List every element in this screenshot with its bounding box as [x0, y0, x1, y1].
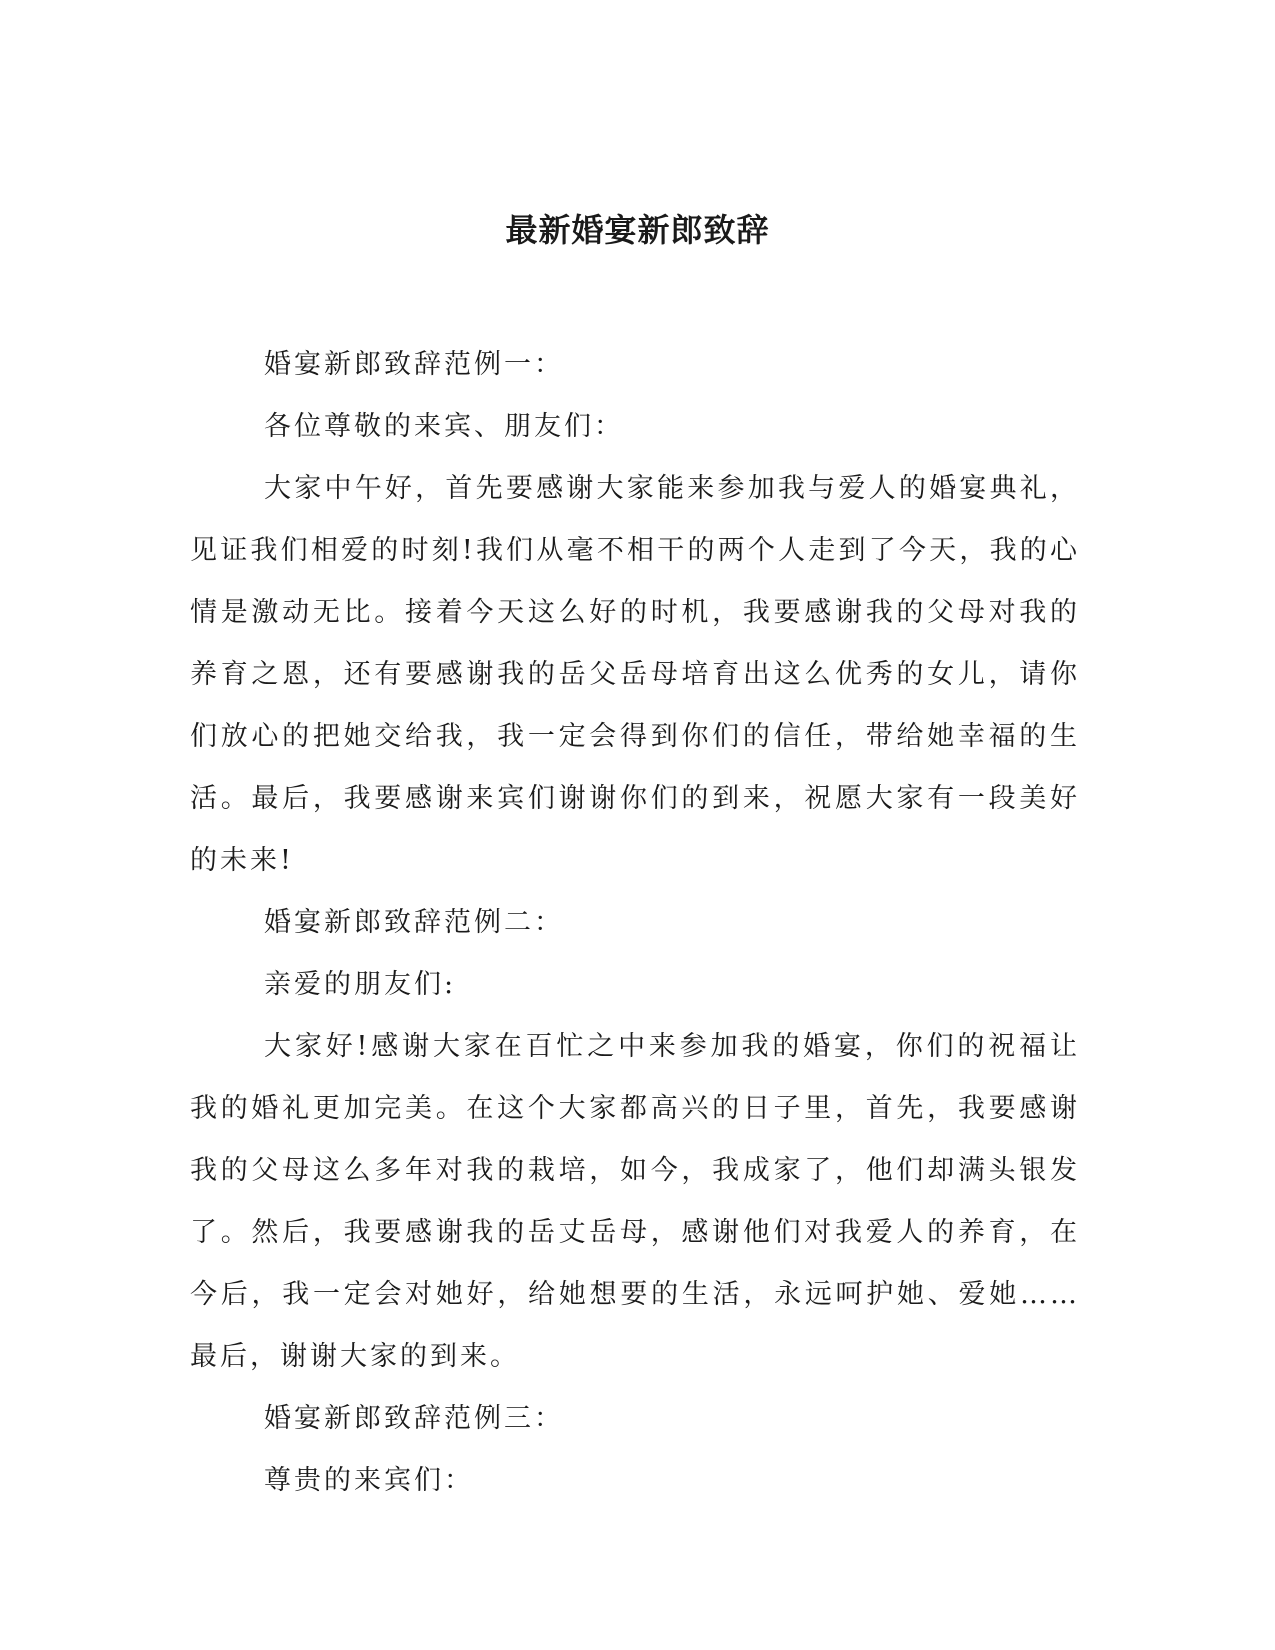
section-heading-example-2: 婚宴新郎致辞范例二：	[264, 907, 564, 938]
page-title: 最新婚宴新郎致辞	[505, 211, 770, 249]
speech-body-2: 大家好!感谢大家在百忙之中来参加我的婚宴，你们的祝福让我的婚礼更加完美。在这个大家都高兴的日子里，首先，我要感谢我的父母这么多年对我的栽培，如今，我成家了，他们却满头银发了。然后，我要感谢我的岳丈岳母，感谢他们对我爱人的养育，在今后，我一定会对她好，给她想要的生活，永远呵护她、爱她……最后，谢谢大家的到来。	[190, 1031, 1080, 1372]
speech-body-1: 大家中午好，首先要感谢大家能来参加我与爱人的婚宴典礼，见证我们相爱的时刻!我们从毫不相干的两个人走到了今天，我的心情是激动无比。接着今天这么好的时机，我要感谢我的父母对我的养育之恩，还有要感谢我的岳父岳母培育出这么优秀的女儿，请你们放心的把她交给我，我一定会得到你们的信任，带给她幸福的生活。最后，我要感谢来宾们谢谢你们的到来，祝愿大家有一段美好的未来!	[190, 473, 1080, 876]
salutation-2: 亲爱的朋友们:	[264, 969, 457, 1000]
document-body	[190, 334, 1080, 1512]
salutation-3: 尊贵的来宾们：	[264, 1465, 474, 1496]
section-heading-example-1: 婚宴新郎致辞范例一：	[264, 349, 564, 380]
section-heading-example-3: 婚宴新郎致辞范例三：	[264, 1403, 564, 1434]
salutation-1: 各位尊敬的来宾、朋友们：	[264, 411, 624, 442]
